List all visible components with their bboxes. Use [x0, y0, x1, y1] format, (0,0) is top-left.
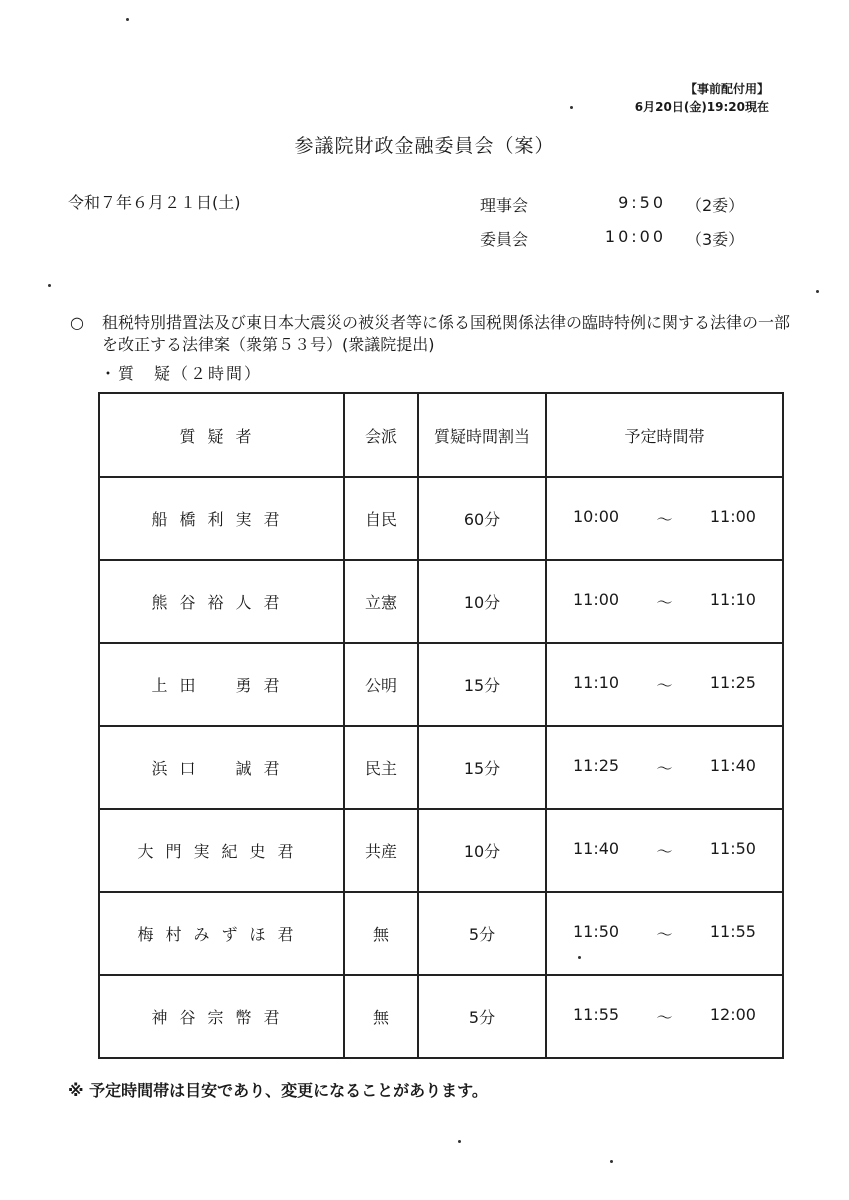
time-slot: [546, 892, 783, 975]
scan-speck: [48, 284, 51, 287]
time-allocation: 15分: [418, 726, 546, 809]
slot-start: 11:00: [573, 590, 620, 609]
table-row: [99, 643, 783, 726]
time-slot-range: [547, 507, 782, 530]
slot-separator: 〜: [656, 510, 673, 529]
questioner-name: 梅村みずほ君: [99, 892, 344, 975]
slot-start: 11:50: [573, 922, 620, 941]
slot-start: 10:00: [573, 507, 620, 526]
header-allocation: 質疑時間割当: [418, 393, 546, 477]
header-questioner: 質疑者: [99, 393, 344, 477]
time-slot: [546, 477, 783, 560]
party: 公明: [344, 643, 418, 726]
slot-start: 11:55: [573, 1005, 620, 1024]
scan-speck: [126, 18, 129, 21]
time-slot: [546, 975, 783, 1058]
table-row: [99, 477, 783, 560]
meeting-date: 令和７年６月２１日(土): [68, 193, 241, 212]
table-row: [99, 892, 783, 975]
questioner-schedule-table: [98, 392, 784, 1059]
meeting-label-board: 理事会: [480, 196, 529, 215]
table-header-row: [99, 393, 783, 477]
slot-end: 11:50: [709, 839, 756, 858]
slot-separator: 〜: [656, 759, 673, 778]
scan-speck: [610, 1160, 613, 1163]
meeting-room-committee: （3委）: [686, 230, 745, 249]
slot-start: 11:10: [573, 673, 620, 692]
party: 立憲: [344, 560, 418, 643]
time-slot-range: [547, 756, 782, 779]
party: 無: [344, 892, 418, 975]
meeting-time-board: 9:50: [618, 193, 666, 212]
bill-title: 租税特別措置法及び東日本大震災の被災者等に係る国税関係法律の臨時特例に関する法律の一部を改正する法律案（衆第５３号）(衆議院提出): [102, 313, 791, 354]
slot-separator: 〜: [656, 593, 673, 612]
time-allocation: 5分: [418, 892, 546, 975]
table-row: [99, 809, 783, 892]
slot-end: 12:00: [709, 1005, 756, 1024]
meeting-label-committee: 委員会: [480, 230, 529, 249]
party: 自民: [344, 477, 418, 560]
party: 民主: [344, 726, 418, 809]
scan-speck: [570, 106, 573, 109]
meeting-room-board: （2委）: [686, 196, 745, 215]
questioner-name: 船橋利実君: [99, 477, 344, 560]
time-slot: [546, 560, 783, 643]
time-slot: [546, 726, 783, 809]
time-slot-range: [547, 1005, 782, 1028]
time-slot-range: [547, 922, 782, 945]
scan-speck: [816, 290, 819, 293]
header-time-slot: 予定時間帯: [546, 393, 783, 477]
table-row: [99, 726, 783, 809]
as-of-timestamp: 6月20日(金)19:20現在: [634, 100, 769, 114]
time-allocation: 5分: [418, 975, 546, 1058]
header-party: 会派: [344, 393, 418, 477]
slot-end: 11:00: [709, 507, 756, 526]
questioner-name: 神谷宗幣君: [99, 975, 344, 1058]
slot-separator: 〜: [656, 1008, 673, 1027]
disclaimer-note: ※ 予定時間帯は目安であり、変更になることがあります。: [68, 1081, 488, 1100]
slot-separator: 〜: [656, 842, 673, 861]
questioner-name: 上田 勇君: [99, 643, 344, 726]
slot-end: 11:25: [709, 673, 756, 692]
time-slot: [546, 809, 783, 892]
time-slot-range: [547, 839, 782, 862]
slot-end: 11:10: [709, 590, 756, 609]
time-allocation: 10分: [418, 560, 546, 643]
slot-start: 11:40: [573, 839, 620, 858]
table-row: [99, 560, 783, 643]
questioner-name: 大門実紀史君: [99, 809, 344, 892]
time-allocation: 10分: [418, 809, 546, 892]
slot-separator: 〜: [656, 925, 673, 944]
bill-item: [70, 312, 790, 356]
qa-label: ・質 疑（２時間）: [100, 364, 263, 383]
time-slot: [546, 643, 783, 726]
document-title: 参議院財政金融委員会（案）: [294, 135, 555, 157]
scan-speck: [458, 1140, 461, 1143]
distribution-tag: 【事前配付用】: [684, 82, 769, 96]
questioner-name: 熊谷裕人君: [99, 560, 344, 643]
time-allocation: 15分: [418, 643, 546, 726]
slot-end: 11:55: [709, 922, 756, 941]
party: 無: [344, 975, 418, 1058]
questioner-name: 浜口 誠君: [99, 726, 344, 809]
scan-speck: [578, 956, 581, 959]
meeting-time-committee: 10:00: [604, 227, 666, 246]
slot-end: 11:40: [709, 756, 756, 775]
time-slot-range: [547, 590, 782, 613]
bill-bullet-icon: ○: [70, 313, 84, 332]
party: 共産: [344, 809, 418, 892]
slot-separator: 〜: [656, 676, 673, 695]
table-row: [99, 975, 783, 1058]
time-slot-range: [547, 673, 782, 696]
time-allocation: 60分: [418, 477, 546, 560]
slot-start: 11:25: [573, 756, 620, 775]
